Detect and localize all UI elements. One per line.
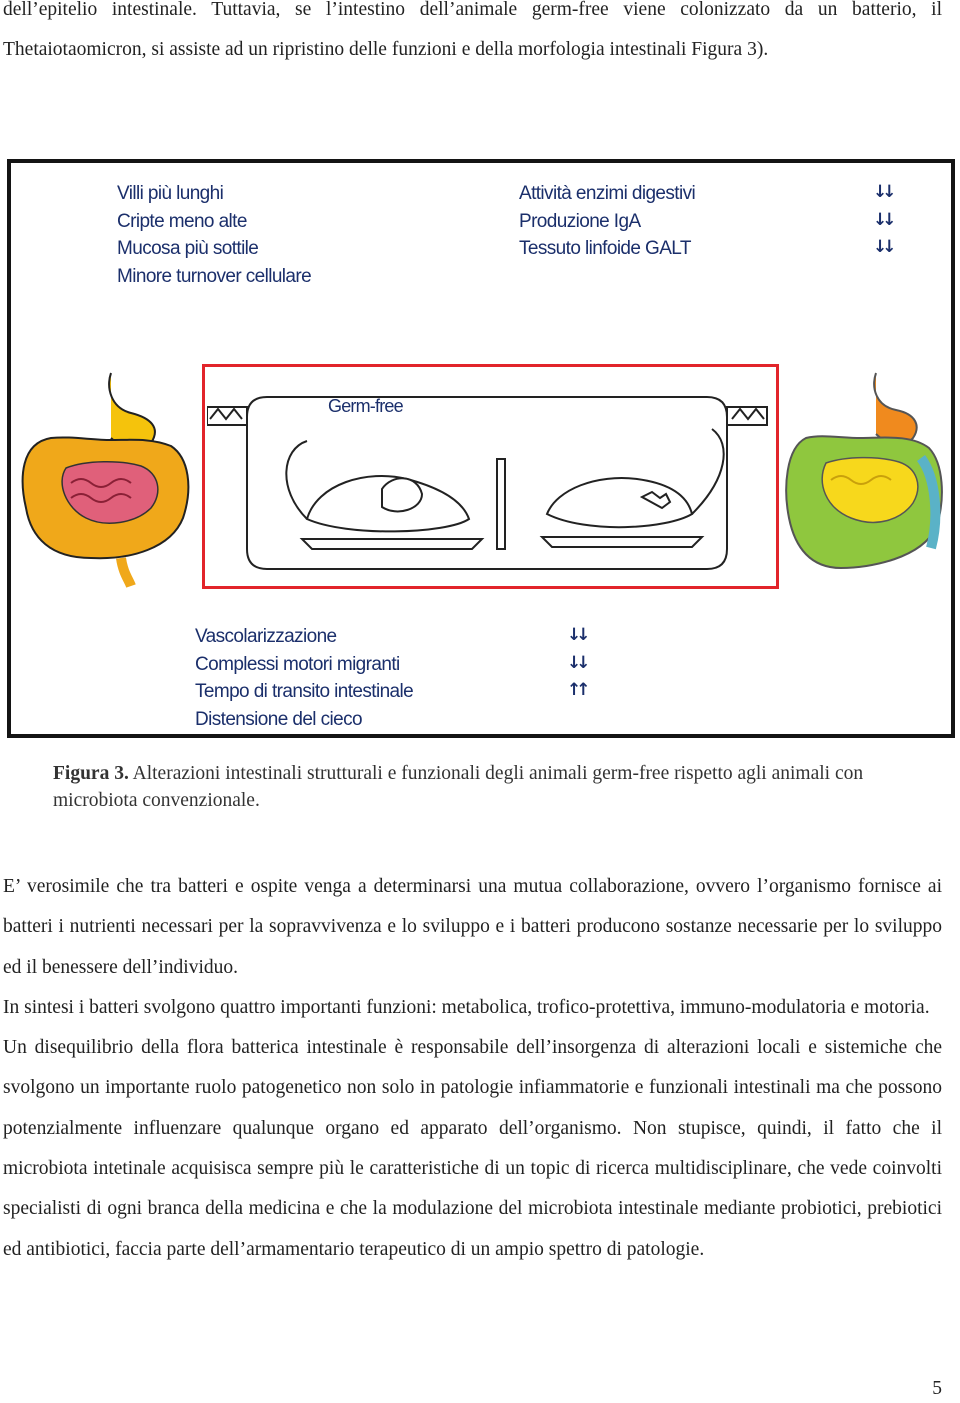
top-left-list xyxy=(117,180,311,290)
caption-label: Figura 3. xyxy=(53,763,129,784)
arrow-pair: ↓↓ xyxy=(873,209,892,230)
page-number: 5 xyxy=(932,1378,942,1399)
intestine-left-illustration xyxy=(11,368,201,588)
intestine-right-illustration xyxy=(781,368,951,588)
arrow-pair: ↓↓ xyxy=(567,625,586,645)
arrow-pair: ↓↓ xyxy=(873,182,892,202)
figure-caption xyxy=(53,760,933,814)
arrow-pair: ↓↓ xyxy=(567,652,586,673)
top-right-arrows xyxy=(873,179,892,262)
arrow-pair: ↓↓ xyxy=(873,237,892,257)
body-text xyxy=(3,867,942,1270)
figure-3 xyxy=(7,159,955,738)
arrow-pair: ↑↑ xyxy=(567,680,586,700)
body-paragraph: Un disequilibrio della flora batterica intestinale è responsabile dell’insorgenza di alterazioni locali e sistemiche che svolgono un importante ruolo patogenetico non solo in patologie infiammatorie e funzionali intestinali ma che possono potenzialmente influenzare qualunque organo ed apparato dell’organismo. Non stupisce, quindi, il fatto che il microbiota intetinale acquisisca sempre più le caratteristiche di un topic di ricerca multidisciplinare, che vede coinvolti specialisti di ogni branca della medicina e che la modulazione del microbiota intestinale mediante probiotici, prebiotici ed antibiotici, faccia parte dell’armamentario terapeutico di un ampio spettro di patologie. xyxy=(3,1037,942,1260)
top-right-item: Produzione IgA xyxy=(519,210,641,232)
intro-paragraph: dell’epitelio intestinale. Tuttavia, se l’intestino dell’animale germ-free viene colonizzato da un batterio, il Thetaiotaomicron, si assiste ad un ripristino delle funzioni e della morfologia intestinali Figura 3). xyxy=(3,0,942,61)
bottom-item: Complessi motori migranti xyxy=(195,653,400,675)
top-left-item: Minore turnover cellulare xyxy=(117,265,312,287)
top-left-item: Mucosa più sottile xyxy=(117,238,259,259)
top-right-item: Tessuto linfoide GALT xyxy=(519,238,691,259)
body-paragraph: In sintesi i batteri svolgono quattro importanti funzioni: metabolica, trofico-protettiva, immuno-modulatoria e motoria. xyxy=(3,996,930,1018)
isolator-illustration xyxy=(207,369,774,584)
top-right-item: Attività enzimi digestivi xyxy=(519,183,696,204)
top-left-item: Cripte meno alte xyxy=(117,210,247,232)
germ-free-label: Germ-free xyxy=(328,396,403,416)
bottom-list xyxy=(195,623,413,733)
bottom-arrows xyxy=(567,622,586,705)
body-paragraph: E’ verosimile che tra batteri e ospite venga a determinarsi una mutua collaborazione, ovvero l’organismo fornisce ai batteri i nutrienti necessari per la sopravvivenza e lo sviluppo e i batteri producono sostanze necessarie per lo sviluppo ed il benessere dell’individuo. xyxy=(3,876,942,978)
caption-text: Alterazioni intestinali strutturali e funzionali degli animali germ-free rispetto agli animali con microbiota convenzionale. xyxy=(53,763,864,811)
bottom-item: Vascolarizzazione xyxy=(195,626,337,647)
top-right-list xyxy=(519,180,695,263)
bottom-item: Tempo di transito intestinale xyxy=(195,681,414,702)
top-left-item: Villi più lunghi xyxy=(117,183,224,204)
bottom-item: Distensione del cieco xyxy=(195,708,362,730)
